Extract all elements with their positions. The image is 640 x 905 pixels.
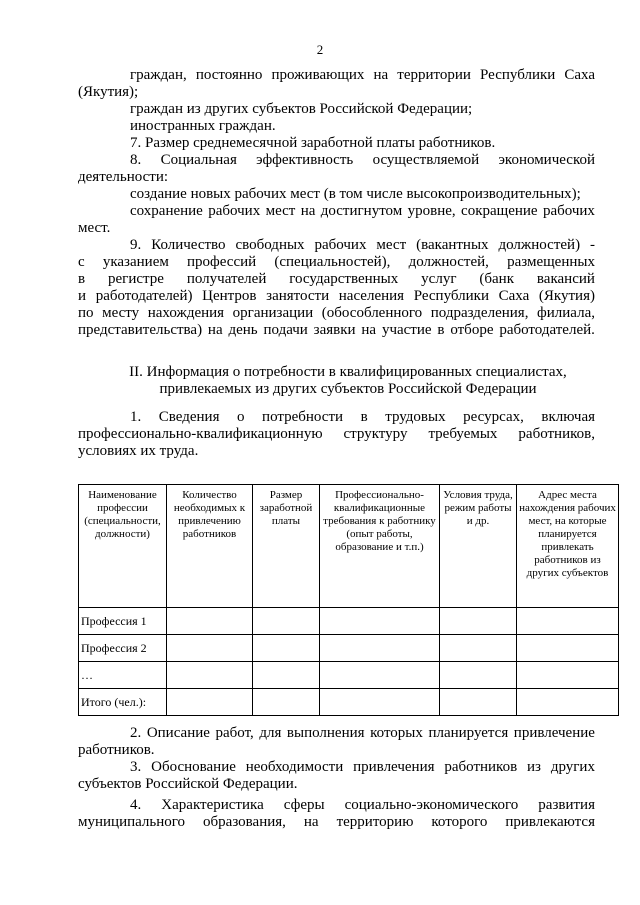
- table-cell: [253, 689, 320, 716]
- section-heading-line-1: II. Информация о потребности в квалифицированных специалистах,: [129, 364, 567, 380]
- text-line: условиях их труда.: [78, 443, 199, 459]
- table-cell: [320, 635, 440, 662]
- table-row: [79, 635, 619, 662]
- text-line: иностранных граждан.: [130, 118, 276, 134]
- text-line: граждан из других субъектов Российской Федерации;: [130, 101, 473, 117]
- table-cell: [167, 689, 253, 716]
- text-line: 9. Количество свободных рабочих мест (вакантных должностей) -: [130, 237, 595, 253]
- text-line: 3. Обоснование необходимости привлечения работников из других: [130, 759, 595, 775]
- table-cell: [253, 608, 320, 635]
- header-address: Адрес места нахождения рабочих мест, на которые планируется привлекать работников из других субъектов: [517, 485, 619, 608]
- row-label: Профессия 2: [79, 635, 167, 662]
- table-cell: [320, 662, 440, 689]
- table-cell: [253, 635, 320, 662]
- text-line: субъектов Российской Федерации.: [78, 776, 298, 792]
- table-cell: [320, 608, 440, 635]
- header-conditions: Условия труда, режим работы и др.: [440, 485, 517, 608]
- requirements-table: [78, 484, 619, 716]
- table-cell: [517, 689, 619, 716]
- text-line: работников.: [78, 742, 155, 758]
- text-line: граждан, постоянно проживающих на территории Республики Саха: [130, 67, 595, 83]
- row-label: Итого (чел.):: [79, 689, 167, 716]
- table-row: [79, 662, 619, 689]
- table-row: [79, 608, 619, 635]
- text-line: 7. Размер среднемесячной заработной платы работников.: [130, 135, 496, 151]
- text-line: с указанием профессий (специальностей), должностей, размещенных: [78, 254, 595, 270]
- page-number: 2: [316, 42, 324, 57]
- text-line: сохранение рабочих мест на достигнутом уровне, сокращение рабочих: [130, 203, 595, 219]
- section-heading-line-2: привлекаемых из других субъектов Российской Федерации: [159, 381, 537, 397]
- text-line: по месту нахождения организации (обособленного подразделения, филиала,: [78, 305, 595, 321]
- table-cell: [320, 689, 440, 716]
- text-line: муниципального образования, на территорию которого привлекаются: [78, 814, 595, 830]
- text-line: в регистре получателей государственных услуг (банк вакансий: [78, 271, 595, 287]
- text-line: 4. Характеристика сферы социально-экономического развития: [130, 797, 595, 813]
- text-line: деятельности:: [78, 169, 169, 185]
- row-label: Профессия 1: [79, 608, 167, 635]
- header-salary: Размер заработной платы: [253, 485, 320, 608]
- text-line: создание новых рабочих мест (в том числе высокопроизводительных);: [130, 186, 581, 202]
- table-cell: [517, 662, 619, 689]
- table-cell: [440, 662, 517, 689]
- table-cell: [517, 635, 619, 662]
- text-line: представительства) на день подачи заявки на участие в отборе работодателей.: [78, 322, 595, 338]
- text-line: 2. Описание работ, для выполнения которых планируется привлечение: [130, 725, 595, 741]
- table-row: [79, 689, 619, 716]
- row-label: …: [79, 662, 167, 689]
- table-cell: [440, 635, 517, 662]
- table-cell: [440, 689, 517, 716]
- table-header-row: [79, 485, 619, 608]
- text-line: профессионально-квалификационную структуру требуемых работников,: [78, 426, 595, 442]
- table-cell: [167, 608, 253, 635]
- table-cell: [253, 662, 320, 689]
- header-qualification: Профессионально-квалификационные требования к работнику (опыт работы, образование и т.п.): [320, 485, 440, 608]
- text-line: мест.: [78, 220, 111, 236]
- header-quantity: Количество необходимых к привлечению работников: [167, 485, 253, 608]
- table-cell: [517, 608, 619, 635]
- text-line: (Якутия);: [78, 84, 139, 100]
- table-cell: [167, 662, 253, 689]
- header-profession: Наименование профессии (специальности, должности): [79, 485, 167, 608]
- table-cell: [167, 635, 253, 662]
- text-line: и работодателей) Центров занятости населения Республики Саха (Якутия): [78, 288, 595, 304]
- text-line: 1. Сведения о потребности в трудовых ресурсах, включая: [130, 409, 595, 425]
- text-line: 8. Социальная эффективность осуществляемой экономической: [130, 152, 595, 168]
- table-cell: [440, 608, 517, 635]
